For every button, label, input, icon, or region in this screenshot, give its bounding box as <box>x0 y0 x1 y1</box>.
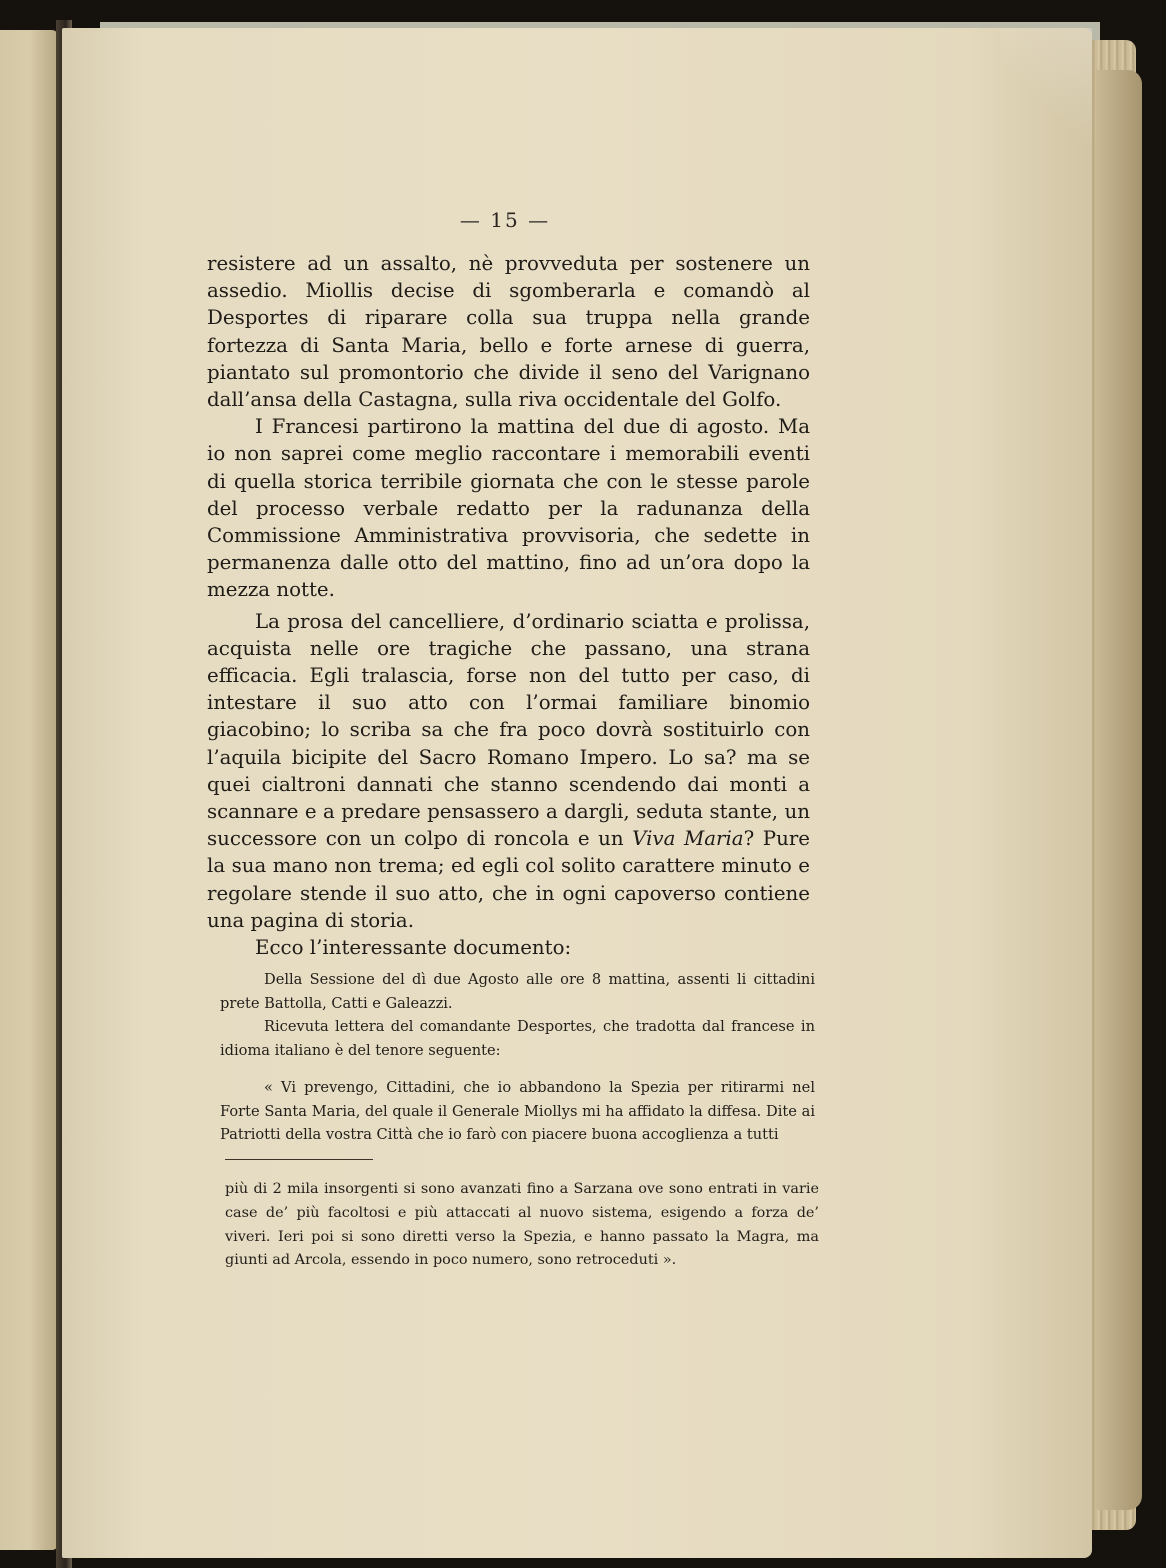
quoted-document <box>220 968 815 1147</box>
footnote <box>225 1178 819 1273</box>
paragraph-text: Ecco l’interessante documento: <box>255 936 572 960</box>
paragraph-text: La prosa del cancelliere, d’ordinario sciatta e prolissa, acquista nelle ore tragiche che passano, una strana efficacia. Egli tralascia, forse non del tutto per caso, di intestare il suo atto con l’ormai familiare binomio giacobino; lo scriba sa che fra poco dovrà sostituirlo con l’aquila bicipite del Sacro Romano Impero. Lo sa? ma se quei cialtroni dannati che stanno scendendo dai monti a scannare e a predare pensassero a dargli, seduta stante, un successore con un colpo di roncola e un <box>207 609 810 851</box>
back-cover-edge <box>1096 70 1142 1510</box>
left-page-edge <box>0 30 58 1550</box>
document-paragraph-1: Della Sessione del dì due Agosto alle ore 8 mattina, assenti li cittadini prete Battolla, Catti e Galeazzi. <box>220 971 815 1012</box>
paragraph-text: resistere ad un assalto, nè provveduta per sostenere un assedio. Miollis decise di sgomberarla e comandò al Desportes di riparare colla sua truppa nella grande fortezza di Santa Maria, bello e forte arnese di guerra, piantato sul promontorio che divide il seno del Varignano dall’ansa della Castagna, sulla riva occidentale del Golfo. <box>207 252 810 412</box>
footnote-rule <box>225 1159 373 1160</box>
spacer <box>220 1062 815 1076</box>
paragraph-2 <box>207 413 810 603</box>
paragraph-4 <box>207 934 810 961</box>
footnote-text: più di 2 mila insorgenti si sono avanzati fino a Sarzana ove sono entrati in varie case de’ più facoltosi e più attaccati al nuovo sistema, esigendo a forza de’ viveri. Ieri poi si sono diretti verso la Spezia, e hanno passato la Magra, ma giunti ad Arcola, essendo in poco numero, sono retroceduti ». <box>225 1181 819 1269</box>
body-text <box>207 250 810 961</box>
page-corner <box>1000 28 1092 148</box>
paragraph-text: ? Pure la sua mano non trema; ed egli col solito carattere minuto e regolare stende il suo atto, che in ogni capoverso contiene una pagina di storia. <box>207 827 810 932</box>
document-paragraph-2: Ricevuta lettera del comandante Desportes, che tradotta dal francese in idioma italiano è del tenore seguente: <box>220 1018 815 1059</box>
paragraph-text: I Francesi partirono la mattina del due di agosto. Ma io non saprei come meglio raccontare i memorabili eventi di quella storica terribile giornata che con le stesse parole del processo verbale redatto per la radunanza della Commissione Amministrativa provvisoria, che sedette in permanenza dalle otto del mattino, fino ad un’ora dopo la mezza notte. <box>207 415 810 602</box>
document-paragraph-3: « Vi prevengo, Cittadini, che io abbandono la Spezia per ritirarmi nel Forte Santa Maria, del quale il Generale Miollys mi ha affidato la diffesa. Dite ai Patriotti della vostra Città che io farò con piacere buona accoglienza a tutti <box>220 1079 815 1143</box>
page-number: — 15 — <box>459 208 551 232</box>
paragraph-1 <box>207 250 810 413</box>
italic-phrase: Viva Maria <box>632 827 744 851</box>
paragraph-3 <box>207 608 810 934</box>
